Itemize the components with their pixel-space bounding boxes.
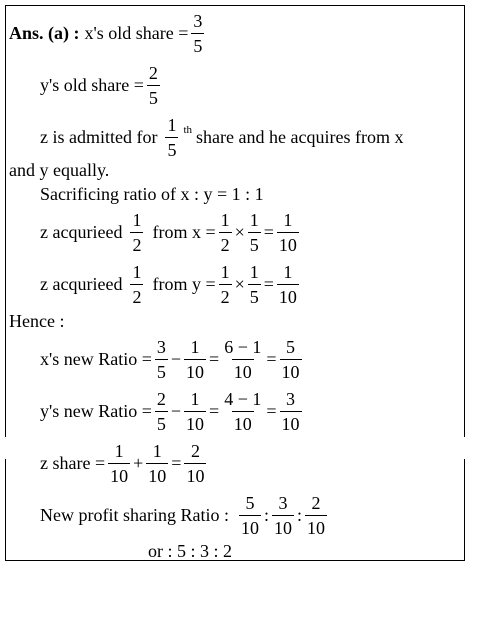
denominator: 5 [147,85,160,107]
numerator: 1 [132,262,142,282]
numerator: 2 [190,441,200,461]
fraction [305,494,327,537]
numerator: 2 [156,389,166,409]
result-fraction [277,263,299,306]
numerator: 1 [190,337,200,357]
numerator: 1 [152,441,162,461]
denominator: 10 [108,463,130,485]
z-admitted-text: z is admitted for [40,127,158,147]
line-and-y-equally: and y equally. [9,160,110,180]
numerator: 5 [286,337,296,357]
denominator: 2 [219,232,232,254]
numerator: 1 [249,210,259,230]
numerator: 2 [148,63,158,83]
fraction [239,494,261,537]
fraction [248,211,261,254]
answer-label: Ans. (a) : [9,23,80,43]
border-gap-right [461,437,466,459]
equals-sign: = [266,349,277,369]
denominator: 5 [191,33,204,55]
numerator: 4 − 1 [224,389,262,409]
fraction [219,263,232,306]
line-y-old-share [40,64,163,107]
x-old-share-fraction [191,12,204,55]
fraction [248,263,261,306]
z-acquired-label: z acqurieed [40,222,123,242]
denominator: 10 [232,411,254,433]
from-label: from y = [152,274,216,294]
equals-sign: = [209,401,220,421]
y-old-share-fraction [147,64,160,107]
y-new-ratio-label: y's new Ratio = [40,401,152,421]
fraction [130,263,143,306]
numerator: 3 [278,493,288,513]
denominator: 10 [277,284,299,306]
equals-sign: = [266,401,277,421]
denominator: 5 [248,232,261,254]
numerator: 6 − 1 [224,337,262,357]
numerator: 1 [283,262,293,282]
x-new-ratio-label: x's new Ratio = [40,349,152,369]
numerator: 3 [286,389,296,409]
equals-sign: = [171,453,182,473]
line-x-new-ratio [40,338,305,381]
fraction [108,442,130,485]
line-new-profit-sharing-ratio [40,494,330,537]
result-fraction [280,338,302,381]
line-z-admitted [40,116,403,159]
fraction [130,211,143,254]
fraction [222,338,263,381]
result-fraction [184,442,206,485]
colon: : [263,505,269,525]
x-old-share-label: x's old share = [84,23,189,43]
denominator: 10 [280,359,302,381]
denominator: 10 [239,515,261,537]
denominator: 2 [130,232,143,254]
result-fraction [280,390,302,433]
fraction [155,338,168,381]
numerator: 5 [245,493,255,513]
line-z-share [40,442,209,485]
numerator: 1 [114,441,124,461]
denominator: 10 [305,515,327,537]
times-sign: × [234,274,245,294]
border-gap-left [5,437,9,459]
numerator: 1 [249,262,259,282]
fraction [146,442,168,485]
minus-sign: − [170,401,182,421]
denominator: 2 [130,284,143,306]
numerator: 3 [193,11,203,31]
equals-sign: = [263,222,274,242]
numerator: 1 [190,389,200,409]
denominator: 5 [155,359,168,381]
line-y-new-ratio [40,390,305,433]
numerator: 1 [283,210,293,230]
plus-sign: + [133,453,144,473]
line-sacrificing-ratio: Sacrificing ratio of x : y = 1 : 1 [40,184,264,204]
denominator: 10 [184,359,206,381]
line-x-old-share [9,12,207,55]
line-z-from-y [40,263,302,306]
denominator: 5 [155,411,168,433]
fraction [219,211,232,254]
colon: : [296,505,302,525]
numerator: 1 [132,210,142,230]
denominator: 10 [146,463,168,485]
hence-label: Hence : [9,311,65,331]
denominator: 5 [248,284,261,306]
fraction [222,390,263,433]
fraction [272,494,294,537]
z-admitted-text-end: share and he acquires from x [196,127,404,147]
denominator: 10 [232,359,254,381]
z-share-label: z share = [40,453,106,473]
numerator: 1 [167,115,177,135]
times-sign: × [234,222,245,242]
denominator: 10 [272,515,294,537]
z-acquired-label: z acqurieed [40,274,123,294]
denominator: 10 [184,411,206,433]
minus-sign: − [170,349,182,369]
line-final-ratio: or : 5 : 3 : 2 [148,541,232,561]
superscript-th: th [183,123,193,136]
new-ratio-label: New profit sharing Ratio : [40,505,229,525]
y-old-share-label: y's old share = [40,75,144,95]
numerator: 2 [311,493,321,513]
fraction [184,390,206,433]
denominator: 10 [280,411,302,433]
denominator: 10 [184,463,206,485]
fraction [155,390,168,433]
numerator: 3 [156,337,166,357]
denominator: 2 [219,284,232,306]
denominator: 5 [165,137,178,159]
line-z-from-x [40,211,302,254]
equals-sign: = [209,349,220,369]
denominator: 10 [277,232,299,254]
numerator: 1 [220,210,230,230]
from-label: from x = [152,222,216,242]
result-fraction [277,211,299,254]
fraction [184,338,206,381]
equals-sign: = [263,274,274,294]
z-share-fraction [165,116,178,159]
numerator: 1 [220,262,230,282]
